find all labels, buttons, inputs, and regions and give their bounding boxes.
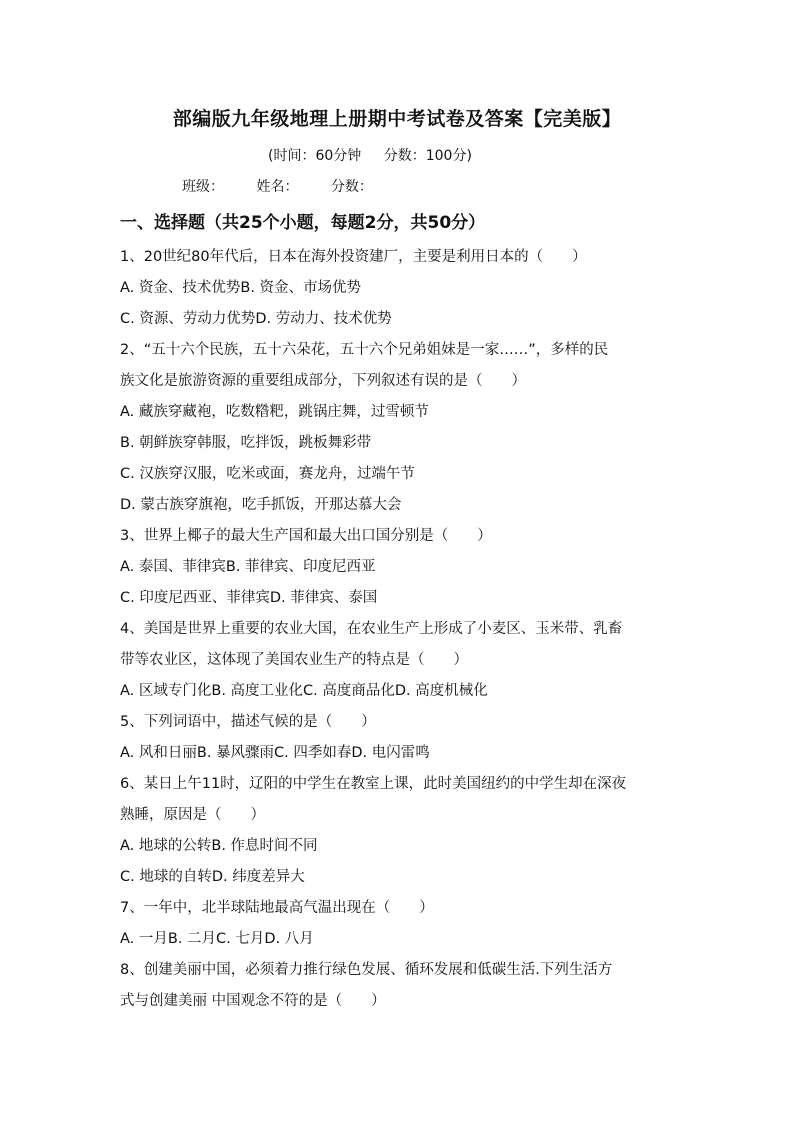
text-line: 6、某日上午11时，辽阳的中学生在教室上课，此时美国纽约的中学生却在深夜	[120, 776, 627, 792]
text-line: 8、创建美丽中国，必须着力推行绿色发展、循环发展和低碳生活.下列生活方	[120, 962, 613, 978]
text-line: 3、世界上椰子的最大生产国和最大出口国分别是（ ）	[120, 528, 492, 544]
exam-meta	[268, 145, 490, 165]
text-line: B. 朝鲜族穿韩服，吃拌饭，跳板舞彩带	[120, 435, 372, 451]
text-line: C. 地球的自转D. 纬度差异大	[120, 869, 305, 885]
score-label: 分数：	[330, 179, 373, 195]
total-score: 分数：100分)	[383, 148, 472, 164]
text-line: 7、一年中，北半球陆地最高气温出现在（ ）	[120, 900, 434, 916]
text-line: 5、下列词语中，描述气候的是（ ）	[120, 714, 376, 730]
text-line: D. 蒙古族穿旗袍，吃手抓饭，开那达慕大会	[120, 497, 402, 513]
text-line: A. 泰国、菲律宾B. 菲律宾、印度尼西亚	[120, 559, 376, 575]
student-info	[182, 176, 401, 196]
text-line: 熟睡，原因是（ ）	[120, 807, 265, 823]
question-list	[120, 245, 680, 1020]
section-heading: 一、选择题（共25个小题，每题2分，共50分）	[120, 213, 486, 233]
name-label: 姓名：	[256, 179, 299, 195]
text-line: A. 区域专门化B. 高度工业化C. 高度商品化D. 高度机械化	[120, 683, 488, 699]
class-label: 班级：	[182, 179, 224, 195]
text-line: A. 藏族穿藏袍，吃数糌粑，跳锅庄舞，过雪顿节	[120, 404, 429, 420]
page-title: 部编版九年级地理上册期中考试卷及答案【完美版】	[172, 108, 622, 130]
text-line: 式与创建美丽 中国观念不符的是（ ）	[120, 993, 386, 1009]
text-line: A. 地球的公转B. 作息时间不同	[120, 838, 318, 854]
text-line: 族文化是旅游资源的重要组成部分，下列叙述有误的是（ ）	[120, 373, 526, 389]
text-line: A. 风和日丽B. 暴风骤雨C. 四季如春D. 电闪雷鸣	[120, 745, 430, 761]
text-line: C. 资源、劳动力优势D. 劳动力、技术优势	[120, 311, 392, 327]
time-limit: (时间：60分钟	[268, 148, 362, 164]
text-line: C. 印度尼西亚、菲律宾D. 菲律宾、泰国	[120, 590, 378, 606]
text-line: 4、美国是世界上重要的农业大国，在农业生产上形成了小麦区、玉米带、乳畜	[120, 621, 623, 637]
text-line: 带等农业区，这体现了美国农业生产的特点是（ ）	[120, 652, 468, 668]
text-line: C. 汉族穿汉服，吃米或面，赛龙舟，过端午节	[120, 466, 415, 482]
text-line: 1、20世纪80年代后，日本在海外投资建厂，主要是利用日本的（ ）	[120, 249, 587, 265]
text-line: 2、“五十六个民族，五十六朵花，五十六个兄弟姐妹是一家……”，多样的民	[120, 342, 609, 358]
text-line: A. 资金、技术优势B. 资金、市场优势	[120, 280, 362, 296]
text-line: A. 一月B. 二月C. 七月D. 八月	[120, 931, 314, 947]
